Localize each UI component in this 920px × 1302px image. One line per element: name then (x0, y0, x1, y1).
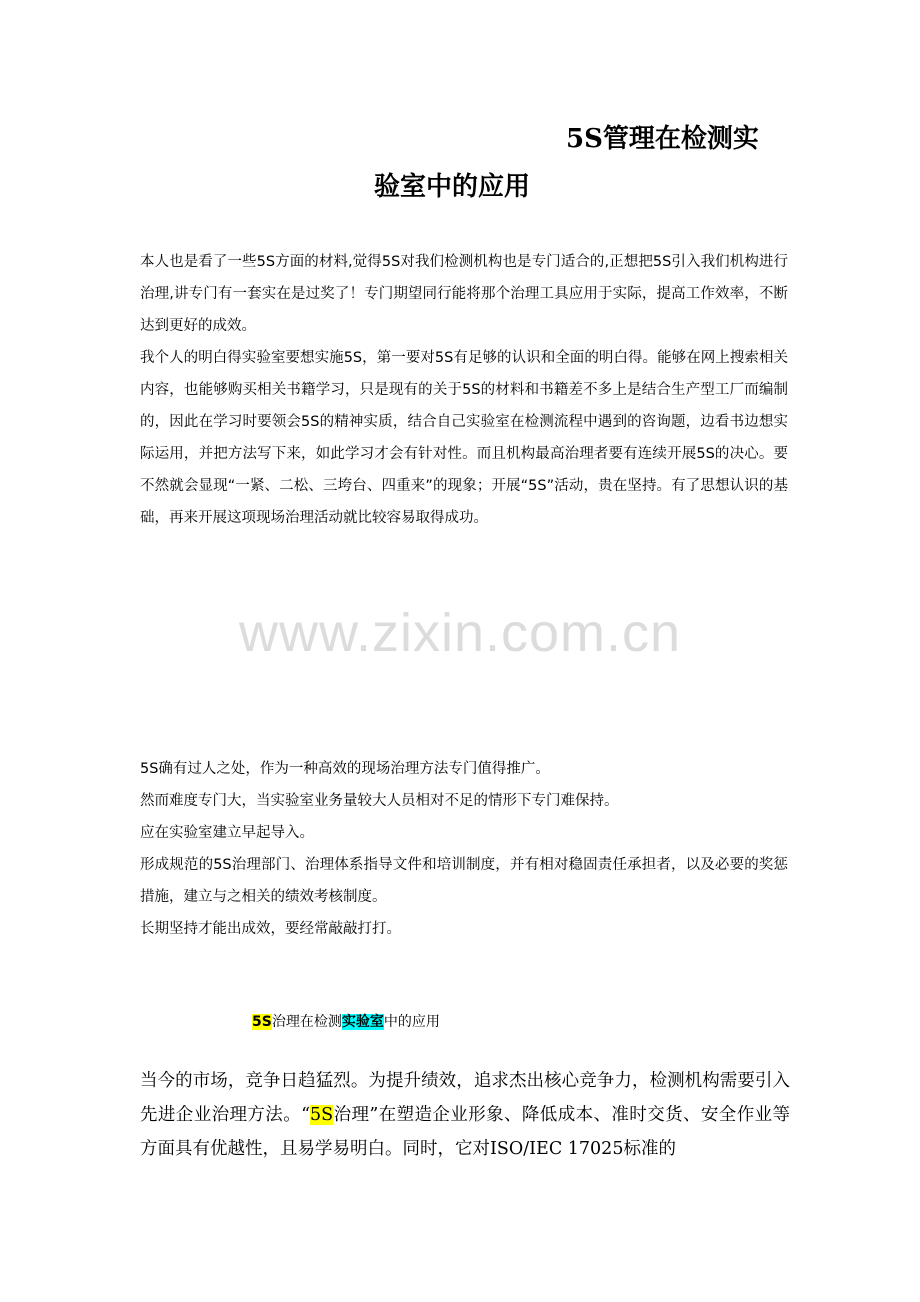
body-text-1: 当今的市场，竞争日趋猛烈。为提升绩效，追求杰出核心竞争力，检测机构需要引入先进企业治理方法。“ (140, 1071, 790, 1125)
intro-paragraph-2: 我个人的明白得实验室要想实施5S，第一要对5S有足够的认识和全面的明白得。能够在网上搜索相关内容，也能够购买相关书籍学习，只是现有的关于5S的材料和书籍差不多上是结合生产型工厂而编制的，因此在学习时要领会5S的精神实质，结合自己实验室在检测流程中遇到的咨询题，边看书边想实际运用，并把方法写下来，如此学习才会有针对性。而且机构最高治理者要有连续开展5S的决心。要不然就会显现“一紧、二松、三垮台、四重来”的现象；开展“5S”活动，贵在坚持。有了思想认识的基础，再来开展这项现场治理活动就比较容易取得成功。 (140, 350, 788, 526)
section-subtitle (252, 1011, 440, 1031)
key-point-2: 然而难度专门大，当实验室业务量较大人员相对不足的情形下专门难保持。 (140, 793, 619, 809)
subtitle-5s-highlight: 5S (252, 1014, 272, 1030)
key-point-3: 应在实验室建立早起导入。 (140, 825, 314, 841)
body-paragraph (140, 1064, 790, 1166)
key-point-5: 长期坚持才能出成效，要经常敲敲打打。 (140, 921, 401, 937)
intro-paragraph-1: 本人也是看了一些5S方面的材料,觉得5S对我们检测机构也是专门适合的,正想把5S引入我们机构进行治理,讲专门有一套实在是过奖了！专门期望同行能将那个治理工具应用于实际，提高工作效率，不断达到更好的成效。 (140, 254, 788, 334)
key-point-4: 形成规范的5S治理部门、治理体系指导文件和培训制度，并有相对稳固责任承担者，以及必要的奖惩措施，建立与之相关的绩效考核制度。 (140, 857, 788, 905)
watermark: www.zixin.com.cn (238, 603, 682, 663)
body-5s-highlight: 5S (310, 1105, 334, 1125)
document-title-line-1: 5S管理在检测实 (566, 124, 759, 154)
body-text-2: 治理”在塑造企业形象、降低成本、准时交货、安全作业等方面具有优越性，且易学易明白。同时，它对ISO/IEC 17025标准的 (140, 1105, 790, 1159)
subtitle-lab-highlight: 实验室 (341, 1014, 384, 1030)
key-point-1: 5S确有过人之处，作为一种高效的现场治理方法专门值得推广。 (140, 761, 550, 777)
subtitle-text: 治理在检测 (271, 1014, 342, 1030)
document-title-line-2: 验室中的应用 (374, 172, 531, 202)
subtitle-text-end: 中的应用 (383, 1014, 440, 1030)
key-points-section (140, 753, 788, 945)
body-section (140, 1064, 790, 1166)
intro-section (140, 246, 788, 534)
